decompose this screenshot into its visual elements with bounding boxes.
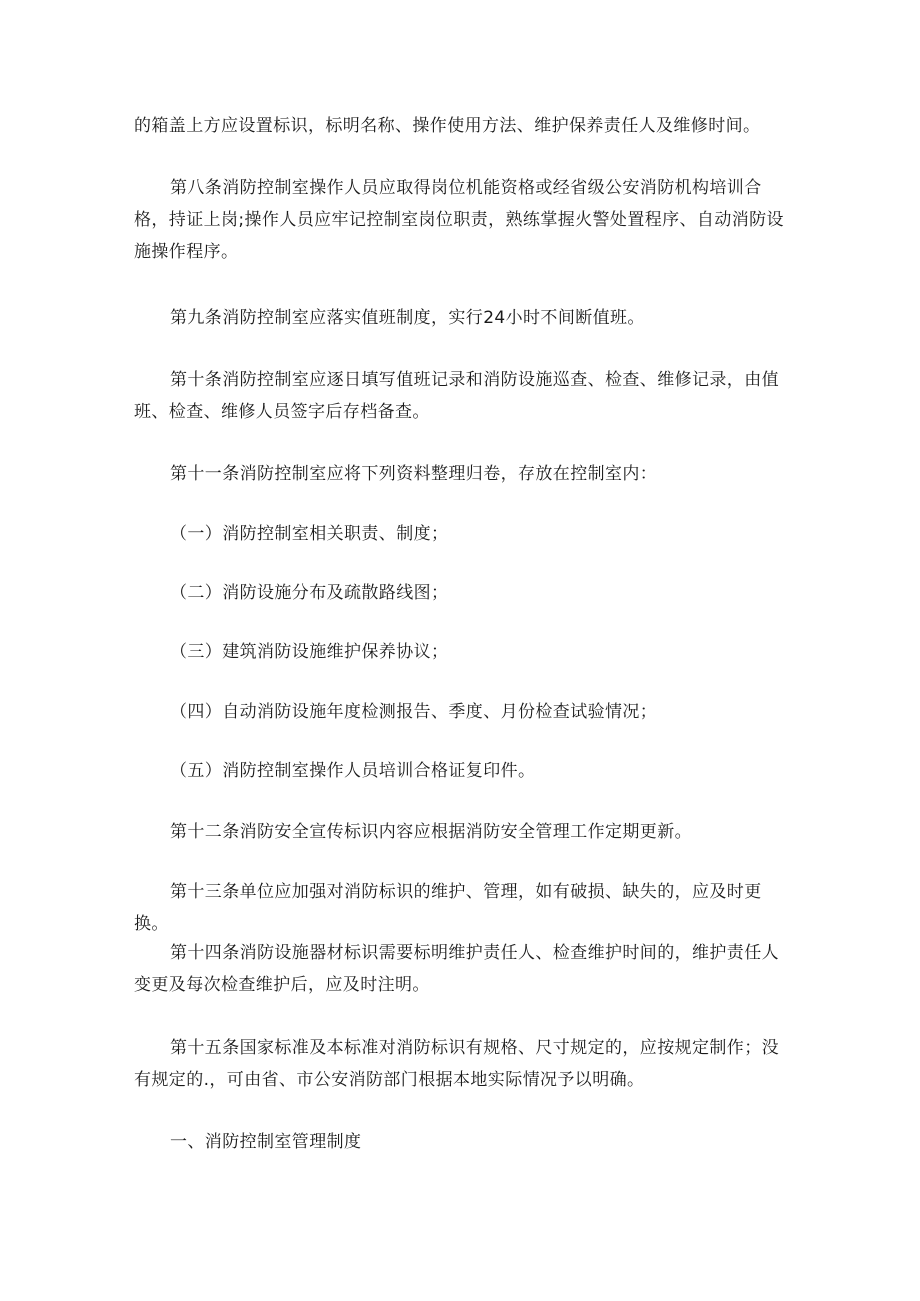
list-item-3: （三）建筑消防设施维护保养协议； <box>170 642 449 662</box>
list-item-2: （二）消防设施分布及疏散路线图； <box>170 583 449 603</box>
paragraph-article-9: 第九条消防控制室应落实值班制度，实行24小时不间断值班。 <box>170 308 645 328</box>
paragraph-article-10: 第十条消防控制室应逐日填写值班记录和消防设施巡查、检查、维修记录，由值班、检查、维修人员签字后存档备查。 <box>134 370 779 422</box>
section-heading: 一、消防控制室管理制度 <box>170 1132 362 1152</box>
list-item-4: （四）自动消防设施年度检测报告、季度、月份检查试验情况； <box>170 702 658 722</box>
paragraph-article-11: 第十一条消防控制室应将下列资料整理归卷，存放在控制室内： <box>170 464 658 484</box>
paragraph-article-13: 第十三条单位应加强对消防标识的维护、管理，如有破损、缺失的，应及时更换。 <box>134 882 762 934</box>
list-item-1: （一）消防控制室相关职责、制度； <box>170 524 449 544</box>
paragraph-article-14: 第十四条消防设施器材标识需要标明维护责任人、检查维护时间的，维护责任人变更及每次检查维护后，应及时注明。 <box>134 943 779 995</box>
paragraph-article-12: 第十二条消防安全宣传标识内容应根据消防安全管理工作定期更新。 <box>170 822 692 842</box>
paragraph-continuation: 的箱盖上方应设置标识，标明名称、操作使用方法、维护保养责任人及维修时间。 <box>134 116 761 136</box>
paragraph-article-8: 第八条消防控制室操作人员应取得岗位机能资格或经省级公安消防机构培训合格，持证上岗;操作人员应牢记控制室岗位职责，熟练掌握火警处置程序、自动消防设施操作程序。 <box>134 178 784 262</box>
list-item-5: （五）消防控制室操作人员培训合格证复印件。 <box>170 761 536 781</box>
paragraph-article-15: 第十五条国家标准及本标准对消防标识有规格、尺寸规定的，应按规定制作；没有规定的.，可由省、市公安消防部门根据本地实际情况予以明确。 <box>134 1038 779 1090</box>
